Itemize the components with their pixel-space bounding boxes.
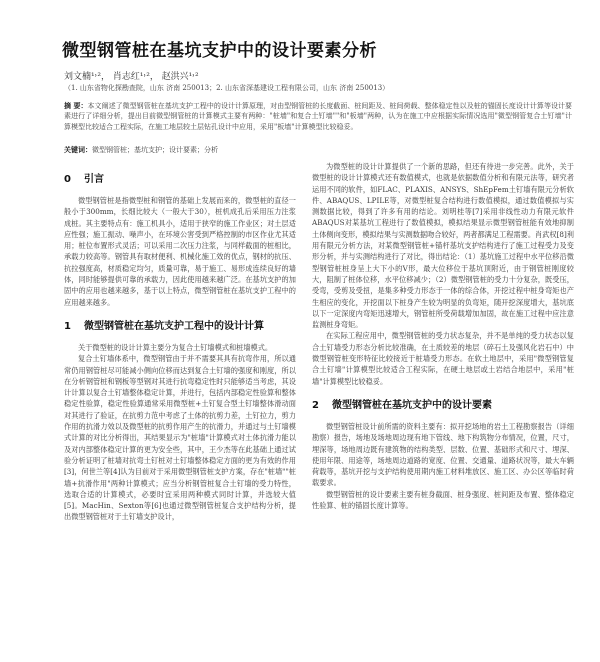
abstract bbox=[64, 101, 572, 132]
section-number: 1 bbox=[64, 320, 71, 332]
left-column bbox=[64, 161, 296, 523]
keywords-text: 微型钢管桩；基坑支护；设计要素；分析 bbox=[92, 146, 218, 154]
body-paragraph: 关于微型桩的设计计算主要分为复合土钉墙模式和桩墙模式。 bbox=[78, 342, 273, 352]
abstract-label: 摘 要： bbox=[64, 101, 88, 110]
section-title: 微型钢管桩在基坑支护工程中的设计计算 bbox=[84, 320, 264, 332]
keywords bbox=[64, 145, 572, 155]
body-paragraph: 复合土钉墙体系中，微型钢管由于并不需要其具有抗弯作用，所以通常仍用钢管桩尽可能减小侧向位移而达到复合土钉墙的强度和刚度，所以在分析钢管桩和钢板等型钢对其进行抗弯稳定性时只能够适当考虑，其设计计算以复合土钉墙整体稳定计算，并进行，包括内部稳定性验算和整体稳定性验算，稳定性验算通常采用微型桩+土钉复合型土钉墙整体滑动面对其进行了验证，在抗剪力范中考虑了土体的抗剪力差，土钉拉力，剪力作用的抗滑力效以及微型桩的抗剪作用产生的抗滑力，并通过与土钉墙模式计算的对比分析得出，其结果显示为"桩墙"计算模式对土体抗滑力能以及对内部整体稳定计算的更为安全些，其中，王少杰等在此基础上通过试验分析证明了桩墙对抗弯土钉桩对土钉墙整体稳定方面的更为有效的作用[3]，何世兰等[4]认为目前对于采用微型钢管桩支护方案，存在"桩墙""桩墙+抗滑作用"两种计算模式；应当分析钢管桩复合土钉墙的受力特性，选取合适的计算模式，必要时宜采用两种模式同时计算，并选较大值[5]。MacHin、Sexton等[6]也通过微型钢管桩复合支护结构分析，提出微型钢管桩对于土钉墙支护设计， bbox=[64, 354, 296, 522]
affiliations: （1. 山东省物化探勘查院，山东 济南 250013；2. 山东省深基建设工程有限公司，山东 济南 250013） bbox=[64, 84, 390, 92]
section-number: 2 bbox=[312, 399, 319, 411]
body-paragraph: 微型钢管桩的设计要素主要有桩身截面、桩身强度、桩间距及布置、整体稳定性验算、桩的锚固长度计算等。 bbox=[312, 489, 574, 511]
section-title: 引言 bbox=[84, 174, 104, 185]
paper-title: 微型钢管桩在基坑支护中的设计要素分析 bbox=[62, 41, 377, 61]
section-heading bbox=[64, 320, 296, 334]
body-paragraph: 在实际工程应用中，微型钢管桩的受力状态复杂，并不是单纯的受力状态以复合土钉墙受力形态分析比较准确，在土质较差的地层（碎石土及强风化岩石中）中微型钢管桩变形特征比较接近于桩墙受力形态。在软土地层中，采用"微型钢管复合土钉墙"计算模型比较适合工程实际，在硬土地层或土岩结合地层中，采用"桩墙"计算模型比较稳妥。 bbox=[312, 331, 574, 386]
authors: 刘文楠¹˒²， 肖志红¹˒²， 赵洪兴¹˒² bbox=[64, 72, 199, 82]
body-paragraph: 微型钢管桩是指微型桩和钢管的基础上发展而来的，微型桩的直径一般小于300mm，长细比较大（一般大于30），桩机成孔后采用压力注浆成桩。其主要特点有：施工机具小，适用于狭窄的施工作业区；对土层适应性强；施工振动、噪声小，在环境公害受到严格控制的市区作业尤其适用；桩位布置形式灵活；可以采用二次压力注浆，与同样截面的桩相比，承载力较高等。钢管具有取材便利、机械化施工效的优点，钢材的抗压、抗拉强度高，材质稳定均匀，质量可靠，易于施工、易形成连续良好的墙体，同时能够提供可靠的承载力，因此使用越来越广泛。在基坑支护的加固中的应用也越来越多，基于以上特点，微型钢管桩在基坑支护工程中的应用越来越多。 bbox=[64, 196, 296, 307]
section-number: 0 bbox=[64, 174, 71, 185]
keywords-label: 关键词： bbox=[64, 145, 92, 154]
right-column bbox=[312, 161, 574, 511]
section-heading bbox=[312, 399, 574, 413]
abstract-text: 本文阐述了微型钢管桩在基坑支护工程中的设计计算原理，对由型钢管桩的长度截面、桩间距及、桩间荷载、整体稳定性以及桩的锚固长度设计计算等设计要素进行了详细分析，提出目前微型钢管桩的计算模式主要有两种："桩墙"和复合土钉墙""和"板墙"两种，认为在施工中应根据实际情况选用"微型钢管复合土钉墙"计算模型比较适合工程实际，在施工地层较土层钻孔设计中应用，采用"板墙"计算模型比较稳妥。 bbox=[64, 102, 573, 131]
body-paragraph: 微型钢管桩设计前所需的资料主要有：拟开挖场地的岩土工程勘察报告（详细勘察）报告，场地及场地周边现有地下管线、地下构筑物分布情况，位置，尺寸，埋深等，场地周边既有建筑物的结构类型、层数、位置、基础形式和尺寸、埋深、使用年限、用途等，场地周边道路的宽度、位置、交通量、道路状况等，最大车辆荷载等，基坑开挖与支护结构使用期内施工材料堆放区、施工区、办公区等临时荷载要求。 bbox=[312, 421, 574, 488]
section-title: 微型钢管桩在基坑支护中的设计要素 bbox=[332, 399, 492, 411]
section-heading bbox=[64, 173, 296, 187]
body-paragraph: 为微型桩的设计计算提供了一个新的思路，但还有待进一步完善。此外，关于微型桩的设计计算模式还有数值模式，也就是依据数值分析和有限元法等，研究者运用不同的软件，如FLAC、PLAXIS、ANSYS、ShEpFem土钉墙有限元分析软件、ABAQUS、LPILE等，对微型桩复合结构进行数值模拟，通过数值模拟与实测数据比较，得到了许多有用的结论。刘明桂等[7]采用非线性动力有限元软件ABAQUS对某基坑工程进行了数值模拟，模拟结果显示微型钢管桩能有效地抑制土体侧向变形，模拟结果与实测数据吻合较好，两者都满足工程需要。肖武权[8]利用有限元分析方法，对某微型钢管桩+锚杆基坑支护结构进行了施工过程受力及变形分析，并与实测结构进行了对比，得出结论：（1）基坑施工过程中水平位移沿微型钢管桩桩身呈上大下小的V形，最大位移位于基坑顶附近，由于钢管桩刚度较大，阻制了桩体位移，水平位移减少；（2）微型钢管桩的受力十分复杂，既受压，受弯，受剪及受扭，是集多种受力形态于一体的综合体，开挖过程中桩身弯矩也产生相应的变化，开挖面以下桩身产生较为明显的负弯矩，随开挖深度增大，基坑底以下一定深度内弯矩迅速增大，钢管桩所受荷载增加加固，故在施工过程中应注意监测桩身弯矩。 bbox=[312, 162, 574, 330]
